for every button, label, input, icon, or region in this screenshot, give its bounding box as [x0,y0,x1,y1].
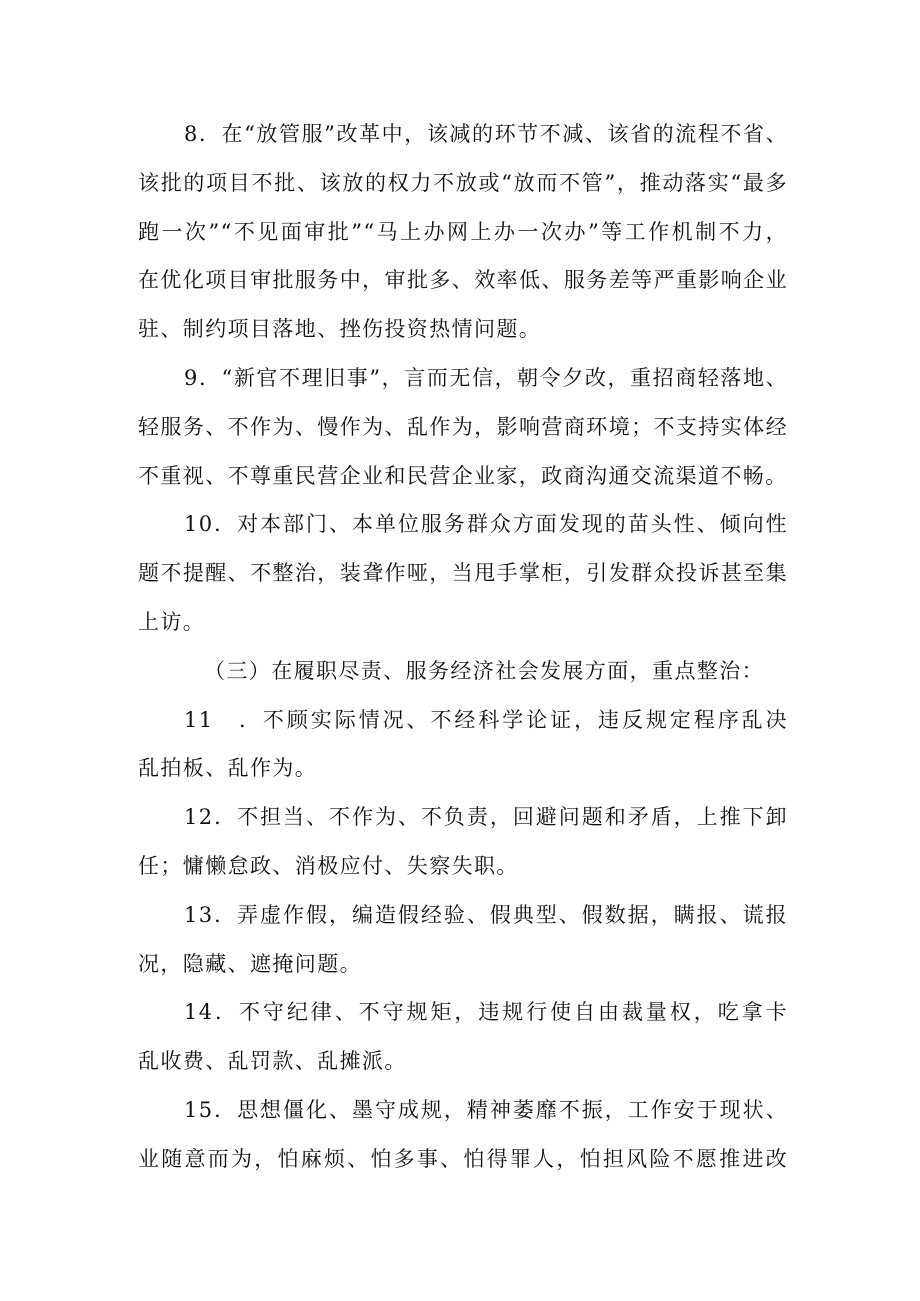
text-line: 驻、制约项目落地、挫伤投资热情问题。 [138,317,542,342]
text-line: 13．弄虚作假，编造假经验、假典型、假数据，瞒报、谎报 [184,902,788,927]
text-line: 任；慵懒怠政、消极应付、失察失职。 [138,853,519,878]
paragraph-item-8 [138,110,788,354]
text-line: 15．思想僵化、墨守成规，精神萎靡不振，工作安于现状、 [184,1097,788,1122]
text-line: 题不提醒、不整治，装聋作哑，当甩手掌柜，引发群众投诉甚至集 [138,561,788,586]
text-line: 12．不担当、不作为、不负责，回避问题和矛盾，上推下卸 [184,805,788,830]
text-line: 况，隐藏、遮掩问题。 [138,951,362,976]
paragraph-item-14 [138,988,788,1086]
section-heading-text: （三）在履职尽责、服务经济社会发展方面，重点整治： [204,658,764,683]
paragraph-item-10 [138,500,788,646]
text-line: 14．不守纪律、不守规矩，违规行使自由裁量权，吃拿卡 [184,1000,788,1025]
text-line: 在优化项目审批服务中，审批多、效率低、服务差等严重影响企业 [138,268,788,293]
text-line: 乱拍板、乱作为。 [138,756,318,781]
text-line: 乱收费、乱罚款、乱摊派。 [138,1049,407,1074]
paragraph-item-15 [138,1086,788,1184]
text-line: 9．“新官不理旧事”，言而无信，朝令夕改，重招商轻落地、 [184,365,788,390]
text-line: 业随意而为，怕麻烦、怕多事、怕得罪人，怕担风险不愿推进改 [138,1146,788,1171]
text-line: 10．对本部门、本单位服务群众方面发现的苗头性、倾向性 [184,512,788,537]
paragraph-item-11 [138,696,788,794]
text-line: 上访。 [138,609,206,634]
text-line: 跑一次”“不见面审批”“马上办网上办一次办”等工作机制不力， [138,219,788,244]
text-line: 轻服务、不作为、慢作为、乱作为，影响营商环境；不支持实体经 [138,414,788,439]
paragraph-item-12 [138,793,788,891]
text-line: 8．在“放管服”改革中，该减的环节不减、该省的流程不省、 [184,122,788,146]
text-line: 不重视、不尊重民营企业和民营企业家，政商沟通交流渠道不畅。 [138,463,788,488]
paragraph-item-9 [138,354,788,500]
text-line: 11 ．不顾实际情况、不经科学论证，违反规定程序乱决 [184,707,788,732]
text-line: 该批的项目不批、该放的权力不放或“放而不管”，推动落实“最多 [138,170,788,195]
paragraph-item-13 [138,891,788,989]
document-body [138,110,788,1184]
section-heading-3 [138,647,788,696]
